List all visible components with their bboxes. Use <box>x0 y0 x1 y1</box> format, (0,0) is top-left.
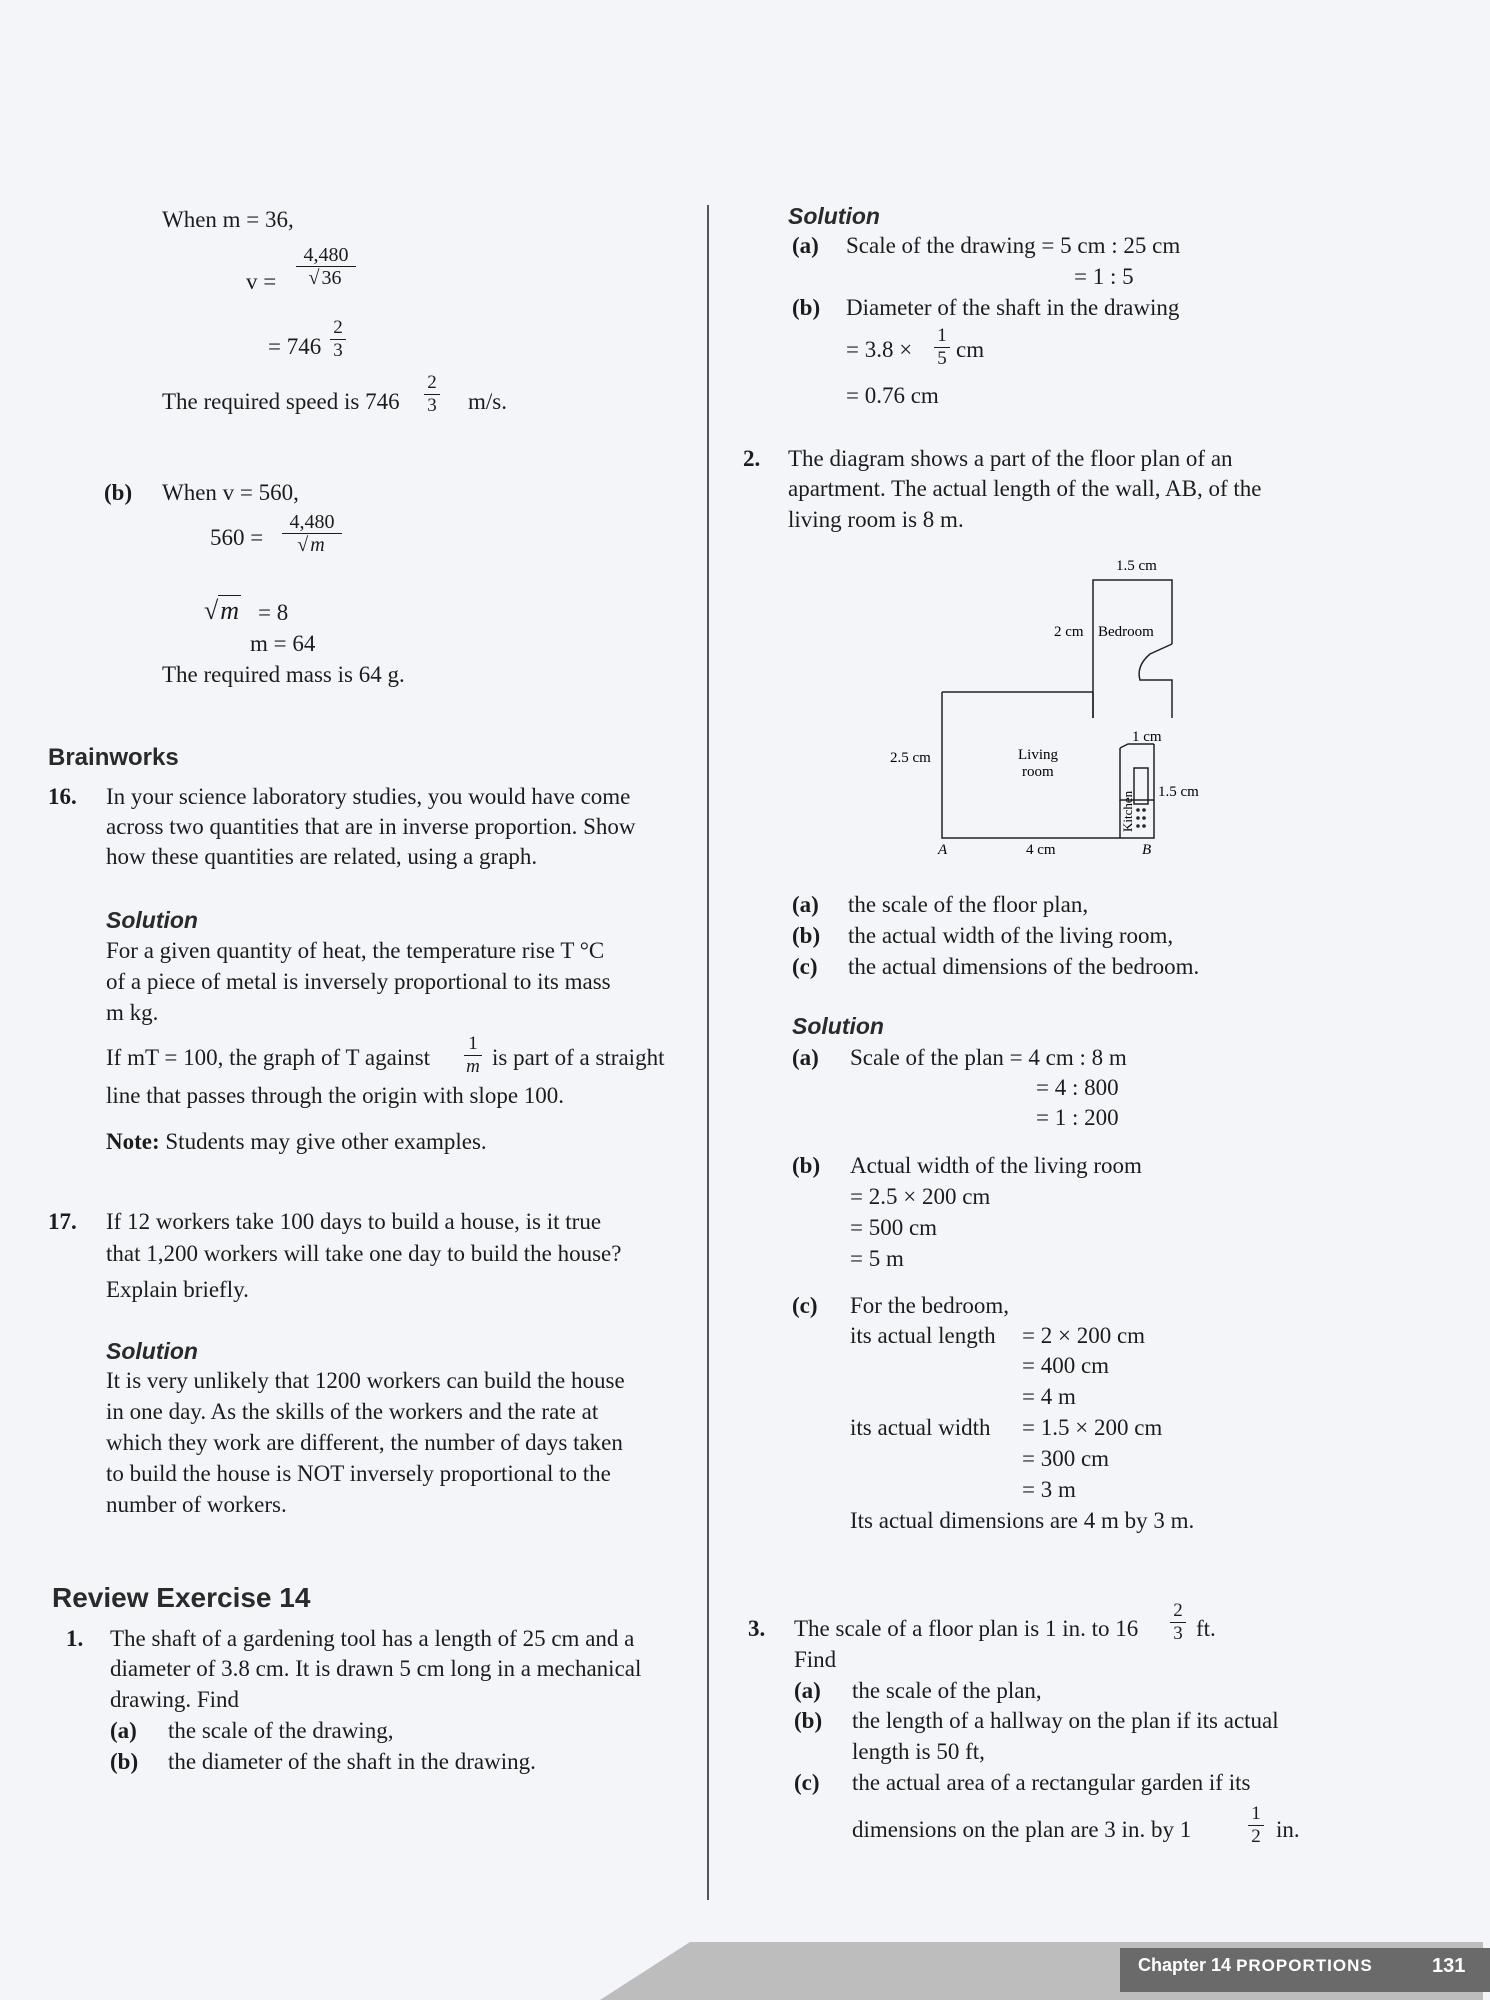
line: The scale of a floor plan is 1 in. to 16 <box>794 1616 1139 1641</box>
line: √m <box>204 596 240 625</box>
line: = 2 × 200 cm <box>1022 1323 1146 1348</box>
label: (a) <box>110 1718 137 1743</box>
line: The shaft of a gardening tool has a length of 25 cm and a <box>110 1626 635 1651</box>
question-number: 16. <box>48 784 77 809</box>
label: (c) <box>792 954 818 979</box>
label-bedroom: Bedroom <box>1098 624 1154 640</box>
line: cm <box>956 337 985 362</box>
line: Note: Students may give other examples. <box>106 1129 487 1154</box>
line: = 746 <box>268 334 322 359</box>
line: = 300 cm <box>1022 1446 1110 1471</box>
label: (b) <box>792 1153 821 1178</box>
line: living room is 8 m. <box>788 507 964 532</box>
line: to build the house is NOT inversely proportional to the <box>106 1461 611 1486</box>
line: = 0.76 cm <box>846 383 939 408</box>
label-kitchen-height: 1.5 cm <box>1158 784 1199 800</box>
line: When m = 36, <box>162 207 294 232</box>
line: the diameter of the shaft in the drawing. <box>168 1749 536 1774</box>
bedroom-door <box>1139 644 1172 718</box>
line: = 400 cm <box>1022 1353 1110 1378</box>
line: in. <box>1276 1817 1300 1842</box>
question-number: 3. <box>748 1616 766 1641</box>
label-room: room <box>1022 764 1054 780</box>
line: Actual width of the living room <box>850 1153 1142 1178</box>
line: = 5 m <box>850 1246 904 1271</box>
fraction: 2 3 <box>424 373 440 416</box>
line: across two quantities that are in inverse proportion. Show <box>106 814 636 839</box>
line: 560 = <box>210 525 264 550</box>
line: = 1.5 × 200 cm <box>1022 1415 1163 1440</box>
line: the scale of the plan, <box>852 1678 1042 1703</box>
line: the length of a hallway on the plan if its actual <box>852 1708 1279 1733</box>
line: The diagram shows a part of the floor plan of an <box>788 446 1233 471</box>
column-divider <box>707 205 709 1900</box>
line: apartment. The actual length of the wall, AB, of the <box>788 476 1262 501</box>
label-kitchen: Kitchen <box>1120 790 1135 832</box>
line: its actual length <box>850 1323 996 1348</box>
fraction: 1 m <box>464 1034 482 1077</box>
line: = 1 : 5 <box>1074 264 1134 289</box>
line: Its actual dimensions are 4 m by 3 m. <box>850 1508 1195 1533</box>
line: When v = 560, <box>162 480 299 505</box>
label: (a) <box>792 892 819 917</box>
line: = 8 <box>258 600 289 625</box>
line: Diameter of the shaft in the drawing <box>846 295 1180 320</box>
line: In your science laboratory studies, you would have come <box>106 784 631 809</box>
line: = 500 cm <box>850 1215 938 1240</box>
line: = 4 m <box>1022 1384 1076 1409</box>
fraction: 4,480 √ 36 <box>296 245 356 288</box>
question-number: 17. <box>48 1209 77 1234</box>
line: m kg. <box>106 1000 159 1025</box>
label-b: B <box>1142 842 1152 858</box>
line: m/s. <box>468 389 507 414</box>
line: how these quantities are related, using a graph. <box>106 844 538 869</box>
label: (a) <box>792 1045 819 1070</box>
solution-heading: Solution <box>788 203 880 229</box>
line: diameter of 3.8 cm. It is drawn 5 cm long in a mechanical <box>110 1656 642 1681</box>
line: that 1,200 workers will take one day to build the house? <box>106 1241 622 1266</box>
label: (b) <box>110 1749 139 1774</box>
label: (c) <box>792 1293 818 1318</box>
fraction: 4,480 √ m <box>282 512 342 555</box>
line: For a given quantity of heat, the temperature rise T °C <box>106 938 605 963</box>
footer-chapter: Chapter 14 PROPORTIONS <box>1138 1955 1373 1975</box>
line: It is very unlikely that 1200 workers can build the house <box>106 1368 625 1393</box>
line: = 3 m <box>1022 1477 1076 1502</box>
line: drawing. Find <box>110 1687 240 1712</box>
line: The required speed is 746 <box>162 389 400 414</box>
label: (b) <box>104 480 133 505</box>
solution-heading: Solution <box>792 1013 884 1039</box>
line: v = <box>246 269 277 294</box>
line: For the bedroom, <box>850 1293 1010 1318</box>
label-a: A <box>938 842 948 858</box>
line: the actual area of a rectangular garden if its <box>852 1770 1251 1795</box>
section-heading: Brainworks <box>48 744 179 771</box>
line: of a piece of metal is inversely proportional to its mass <box>106 969 611 994</box>
line: line that passes through the origin with slope 100. <box>106 1083 565 1108</box>
line: the scale of the drawing, <box>168 1718 394 1743</box>
line: the actual width of the living room, <box>848 923 1174 948</box>
line: Find <box>794 1647 837 1672</box>
page-number: 131 <box>1432 1955 1466 1977</box>
label: (b) <box>794 1708 823 1733</box>
line: length is 50 ft, <box>852 1739 985 1764</box>
label-living-height: 2.5 cm <box>890 750 931 766</box>
line: = 3.8 × <box>846 337 913 362</box>
line: which they work are different, the number of days taken <box>106 1430 623 1455</box>
line: is part of a straight <box>492 1045 665 1070</box>
line: its actual width <box>850 1415 991 1440</box>
line: m = 64 <box>250 631 316 656</box>
fraction: 2 3 <box>1170 1601 1186 1644</box>
label: (b) <box>792 923 821 948</box>
label-living: Living <box>1018 747 1058 763</box>
line: If mT = 100, the graph of T against <box>106 1045 431 1070</box>
question-number: 1. <box>66 1626 84 1651</box>
line: the actual dimensions of the bedroom. <box>848 954 1200 979</box>
line: = 4 : 800 <box>1036 1075 1119 1100</box>
line: Scale of the plan = 4 cm : 8 m <box>850 1045 1127 1070</box>
fraction: 1 2 <box>1248 1804 1264 1847</box>
fraction: 1 5 <box>934 326 950 369</box>
label: (a) <box>792 233 819 258</box>
label-ab-length: 4 cm <box>1026 842 1056 858</box>
label: (c) <box>794 1770 820 1795</box>
solution-heading: Solution <box>106 907 198 933</box>
label: (a) <box>794 1678 821 1703</box>
fraction: 2 3 <box>330 318 346 361</box>
label-bedroom-height: 2 cm <box>1054 624 1084 640</box>
line: The required mass is 64 g. <box>162 662 405 687</box>
solution-heading: Solution <box>106 1338 198 1364</box>
line: number of workers. <box>106 1492 287 1517</box>
label-kitchen-width: 1 cm <box>1132 729 1162 745</box>
question-number: 2. <box>743 446 761 471</box>
line: the scale of the floor plan, <box>848 892 1089 917</box>
line: Explain briefly. <box>106 1277 249 1302</box>
floor-plan-diagram <box>890 548 1250 858</box>
line: If 12 workers take 100 days to build a house, is it true <box>106 1209 602 1234</box>
line: = 1 : 200 <box>1036 1105 1119 1130</box>
line: = 2.5 × 200 cm <box>850 1184 991 1209</box>
line: in one day. As the skills of the workers and the rate at <box>106 1399 599 1424</box>
line: dimensions on the plan are 3 in. by 1 <box>852 1817 1192 1842</box>
label: (b) <box>792 295 821 320</box>
label-bedroom-width: 1.5 cm <box>1116 558 1157 574</box>
section-heading: Review Exercise 14 <box>52 1582 311 1613</box>
line: ft. <box>1196 1616 1216 1641</box>
line: Scale of the drawing = 5 cm : 25 cm <box>846 233 1181 258</box>
footer-slant <box>600 1942 690 2000</box>
